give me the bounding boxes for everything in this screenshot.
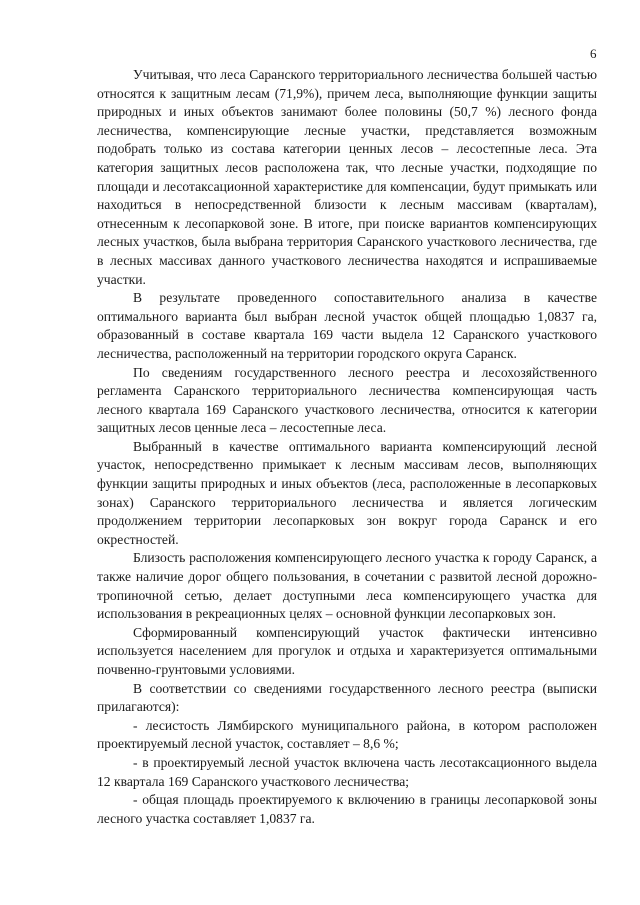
paragraph-registry-category: По сведениям государственного лесного реестра и лесохозяйственного регламента Саранского территориального лесничества компенсирующая часть лесного квартала 169 Саранского участкового лесничества, относится к категории защитных лесов ценные леса – лесостепные леса. bbox=[97, 364, 597, 436]
paragraph-usage: Сформированный компенсирующий участок фактически интенсивно используется населением для прогулок и отдыха и характеризуется оптимальными почвенно-грунтовыми условиями. bbox=[97, 624, 597, 677]
paragraph-adjacency: Выбранный в качестве оптимального варианта компенсирующий лесной участок, непосредственно примыкает к лесным массивам лесов, выполняющих функции защиты природных и иных объектов (леса, расположенные в лесопарковых зонах) Саранского территориального лесничества и является логическим продолжением территории лесопарковых зон вокруг города Саранск и его окрестностей. bbox=[97, 438, 597, 547]
list-item-included-section: - в проектируемый лесной участок включена часть лесотаксационного выдела 12 квартала 169 Саранского участкового лесничества; bbox=[97, 754, 597, 789]
paragraph-proximity: Близость расположения компенсирующего лесного участка к городу Саранск, а также наличие дорог общего пользования, в сочетании с развитой лесной дорожно-тропиночной сетью, делает доступными леса компенсирующего участка для использования в рекреационных целях – основной функции лесопарковых зон. bbox=[97, 550, 597, 622]
paragraph-registry-intro: В соответствии со сведениями государственного лесного реестра (выписки прилагаются): bbox=[97, 680, 597, 715]
list-item-total-area: - общая площадь проектируемого к включению в границы лесопарковой зоны лесного участка составляет 1,0837 га. bbox=[97, 792, 597, 826]
page-number: 6 bbox=[590, 46, 597, 61]
list-item-forest-cover: - лесистость Лямбирского муниципального района, в котором расположен проектируемый лесной участок, составляет – 8,6 %; bbox=[97, 717, 597, 752]
paragraph-selected-plot: В результате проведенного сопоставительного анализа в качестве оптимального варианта был выбран лесной участок общей площадью 1,0837 га, образованный в составе квартала 169 части выдела 12 Саранского участкового лесничества, расположенный на территории городского округа Саранск. bbox=[97, 290, 597, 361]
document-body bbox=[97, 66, 597, 828]
paragraph-forest-categories: Учитывая, что леса Саранского территориального лесничества большей частью относятся к защитным лесам (71,9%), причем леса, выполняющие функции защиты природных и иных объектов занимают более половины (50,7 %) лесного фонда лесничества, компенсирующие лесные участки, представляется возможным подобрать только из состава категории ценных лесов – лесостепные леса. Эта категория защитных лесов расположена так, что лесные участки, подходящие по площади и лесотаксационной характеристике для компенсации, будут примыкать или находиться в непосредственной близости к лесным массивам (кварталам), отнесенным к лесопарковой зоне. В итоге, при поиске вариантов компенсирующих лесных участков, была выбрана территория Саранского участкового лесничества, где в лесных массивах данного участкового лесничества находятся и испрашиваемые участки. bbox=[97, 67, 597, 287]
